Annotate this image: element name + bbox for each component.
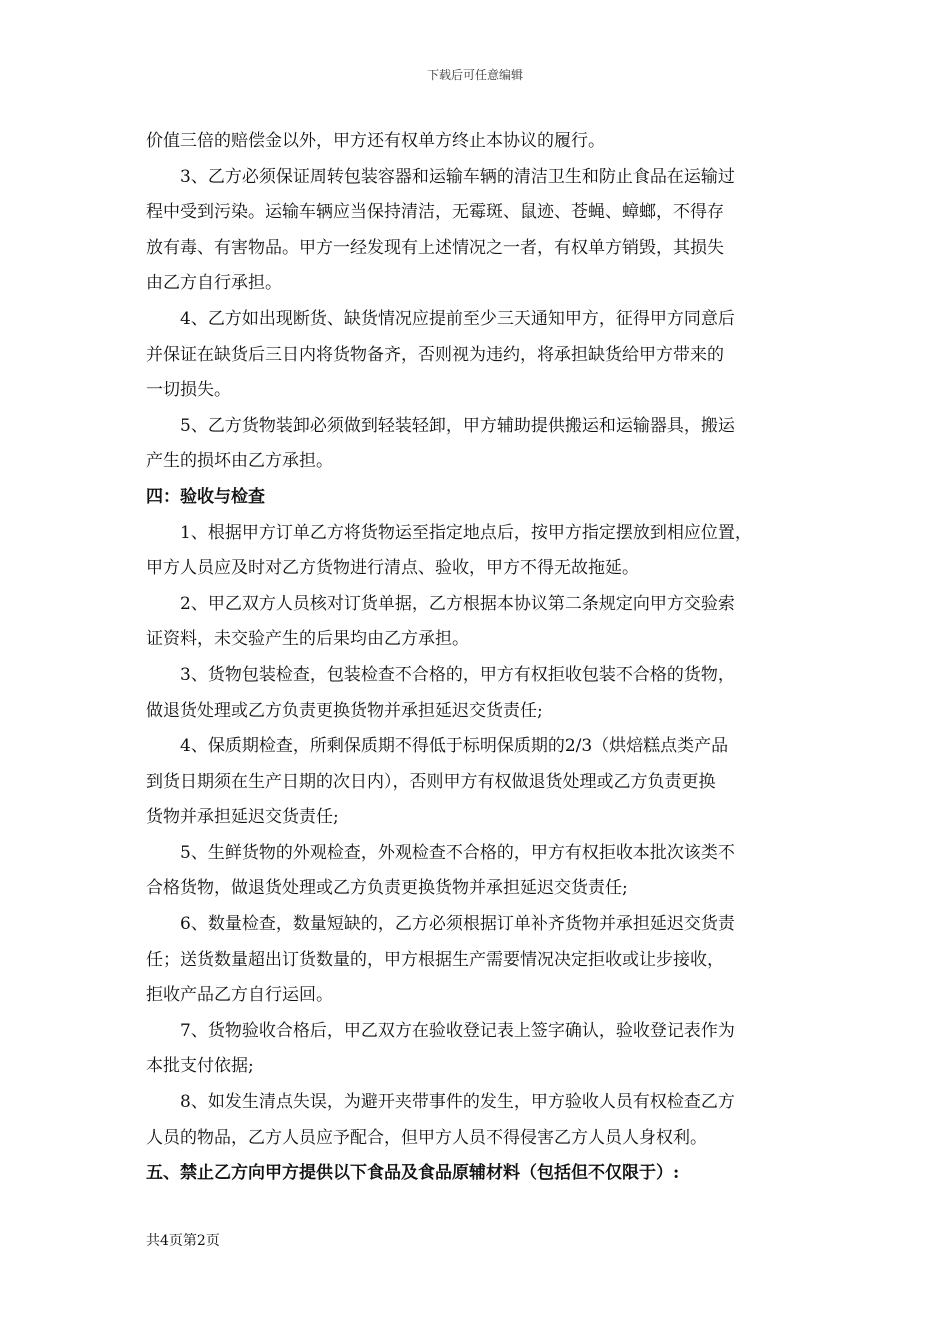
page-footer: 共4页第2页 <box>146 1233 220 1249</box>
section-heading: 四：验收与检查 <box>146 486 265 507</box>
text-line: 由乙方自行承担。 <box>146 273 282 294</box>
text-line: 拒收产品乙方自行运回。 <box>146 985 333 1006</box>
text-line: 2、甲乙双方人员核对订货单据，乙方根据本协议第二条规定向甲方交验索 <box>180 593 735 614</box>
section-heading: 五、禁止乙方向甲方提供以下食品及食品原辅材料（包括但不仅限于）: <box>146 1163 680 1184</box>
text-line: 6、数量检查，数量短缺的，乙方必须根据订单补齐货物并承担延迟交货责 <box>180 914 735 935</box>
text-line: 4、保质期检查，所剩保质期不得低于标明保质期的2/3（烘焙糕点类产品 <box>180 736 729 757</box>
text-line: 货物并承担延迟交货责任; <box>146 807 339 828</box>
text-line: 合格货物，做退货处理或乙方负责更换货物并承担延迟交货责任; <box>146 878 628 899</box>
text-line: 8、如发生清点失误，为避开夹带事件的发生，甲方验收人员有权检查乙方 <box>180 1092 735 1113</box>
text-line: 3、货物包装检查，包装检查不合格的，甲方有权拒收包装不合格的货物， <box>180 664 735 685</box>
text-line: 证资料，未交验产生的后果均由乙方承担。 <box>146 629 469 650</box>
text-line: 本批支付依据; <box>146 1056 254 1077</box>
text-line: 一切损失。 <box>146 380 231 401</box>
text-line: 做退货处理或乙方负责更换货物并承担延迟交货责任; <box>146 700 543 721</box>
text-line: 并保证在缺货后三日内将货物备齐，否则视为违约，将承担缺货给甲方带来的 <box>146 344 724 365</box>
text-line: 产生的损坏由乙方承担。 <box>146 451 333 472</box>
text-line: 7、货物验收合格后，甲乙双方在验收登记表上签字确认，验收登记表作为 <box>180 1020 735 1041</box>
text-line: 人员的物品，乙方人员应予配合，但甲方人员不得侵害乙方人员人身权利。 <box>146 1127 707 1148</box>
text-line: 甲方人员应及时对乙方货物进行清点、验收，甲方不得无故拖延。 <box>146 558 639 579</box>
text-line: 放有毒、有害物品。甲方一经发现有上述情况之一者，有权单方销毁，其损失 <box>146 237 724 258</box>
text-line: 4、乙方如出现断货、缺货情况应提前至少三天通知甲方，征得甲方同意后 <box>180 308 735 329</box>
text-line: 价值三倍的赔偿金以外，甲方还有权单方终止本协议的履行。 <box>146 131 605 151</box>
document-body <box>146 124 826 1192</box>
text-line: 5、生鲜货物的外观检查，外观检查不合格的，甲方有权拒收本批次该类不 <box>180 842 735 863</box>
text-line: 1、根据甲方订单乙方将货物运至指定地点后，按甲方指定摆放到相应位置， <box>180 522 752 543</box>
text-line: 3、乙方必须保证周转包装容器和运输车辆的清洁卫生和防止食品在运输过 <box>180 166 735 187</box>
text-line: 任；送货数量超出订货数量的，甲方根据生产需要情况决定拒收或让步接收， <box>146 949 724 970</box>
page-header: 下载后可任意编辑 <box>426 68 523 82</box>
text-line: 程中受到污染。运输车辆应当保持清洁，无霉斑、鼠迹、苍蝇、蟑螂，不得存 <box>146 202 724 223</box>
text-line: 到货日期须在生产日期的次日内），否则甲方有权做退货处理或乙方负责更换 <box>146 771 716 792</box>
text-line: 5、乙方货物装卸必须做到轻装轻卸，甲方辅助提供搬运和运输器具，搬运 <box>180 415 735 436</box>
